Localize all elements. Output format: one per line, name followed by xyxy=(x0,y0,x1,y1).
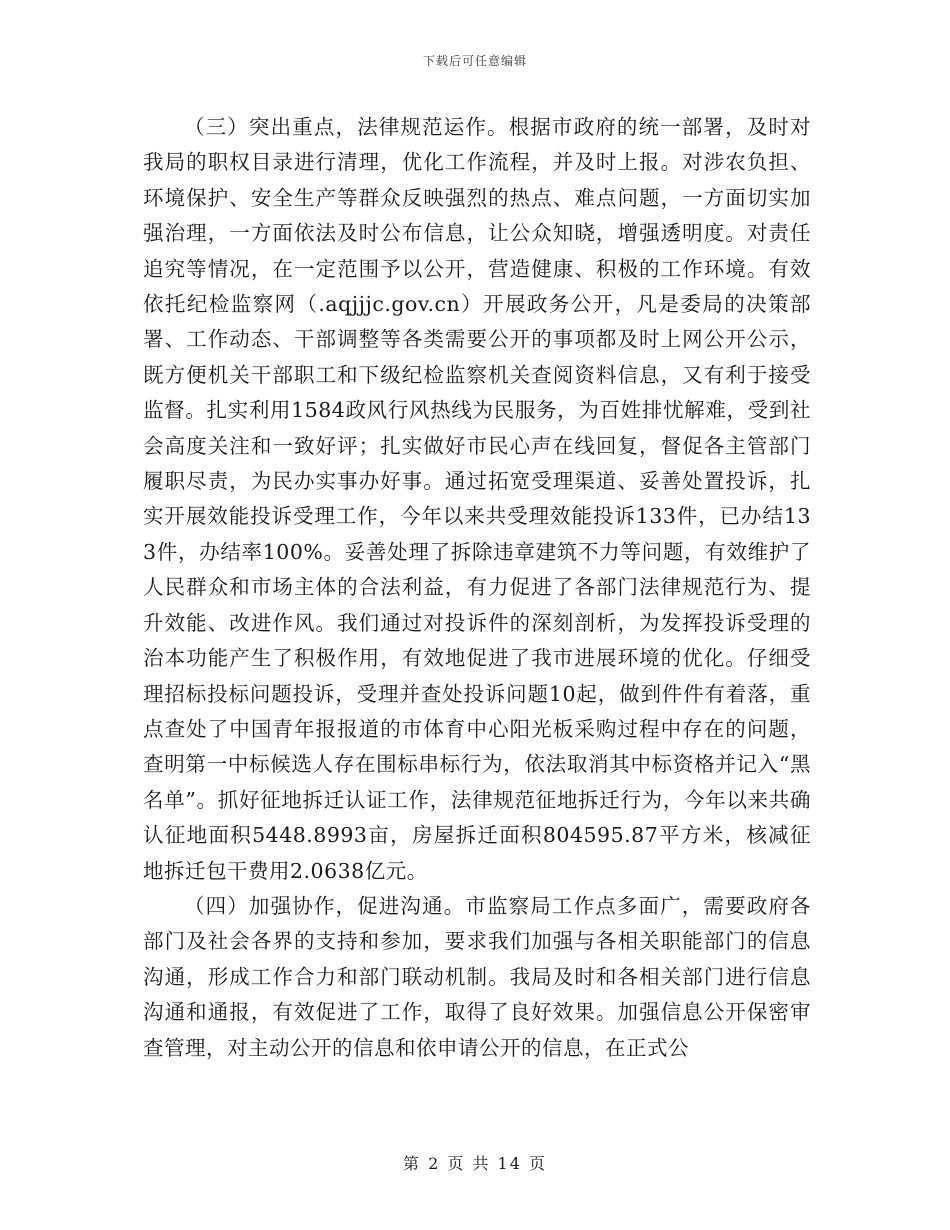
page-header: 下载后可任意编辑 xyxy=(422,54,527,68)
paragraph-section-three: （三）突出重点，法律规范运作。根据市政府的统一部署，及时对我局的职权目录进行清理，优化工作流程，并及时上报。对涉农负担、环境保护、安全生产等群众反映强烈的热点、难点问题，一方面切实加强治理，一方面依法及时公布信息，让公众知晓，增强透明度。对责任追究等情况，在一定范围予以公开，营造健康、积极的工作环境。有效依托纪检监察网（.aqjjjc.gov.cn）开展政务公开，凡是委局的决策部署、工作动态、干部调整等各类需要公开的事项都及时上网公开公示，既方便机关干部职工和下级纪检监察机关查阅资料信息，又有利于接受监督。扎实利用1584政风行风热线为民服务，为百姓排忧解难，受到社会高度关注和一致好评；扎实做好市民心声在线回复，督促各主管部门履职尽责，为民办实事办好事。通过拓宽受理渠道、妥善处置投诉，扎实开展效能投诉受理工作，今年以来共受理效能投诉133件，已办结133件，办结率100%。妥善处理了拆除违章建筑不力等问题，有效维护了人民群众和市场主体的合法利益，有力促进了各部门法律规范行为、提升效能、改进作风。我们通过对投诉件的深刻剖析，为发挥投诉受理的治本功能产生了积极作用，有效地促进了我市进展环境的优化。仔细受理招标投标问题投诉，受理并查处投诉问题10起，做到件件有着落，重点查处了中国青年报报道的市体育中心阳光板采购过程中存在的问题，查明第一中标候选人存在围标串标行为，依法取消其中标资格并记入“黑名单”。抓好征地拆迁认证工作，法律规范征地拆迁行为，今年以来共确认征地面积5448.8993亩，房屋拆迁面积804595.87平方米，核减征地拆迁包干费用2.0638亿元。 xyxy=(143,115,811,883)
page-number-footer: 第 2 页 共 14 页 xyxy=(403,1154,547,1173)
document-body xyxy=(143,110,811,1066)
paragraph-section-four: （四）加强协作，促进沟通。市监察局工作点多面广，需要政府各部门及社会各界的支持和参加，要求我们加强与各相关职能部门的信息沟通，形成工作合力和部门联动机制。我局及时和各相关部门进行信息沟通和通报，有效促进了工作，取得了良好效果。加强信息公开保密审查管理，对主动公开的信息和依申请公开的信息，在正式公 xyxy=(143,893,811,1060)
